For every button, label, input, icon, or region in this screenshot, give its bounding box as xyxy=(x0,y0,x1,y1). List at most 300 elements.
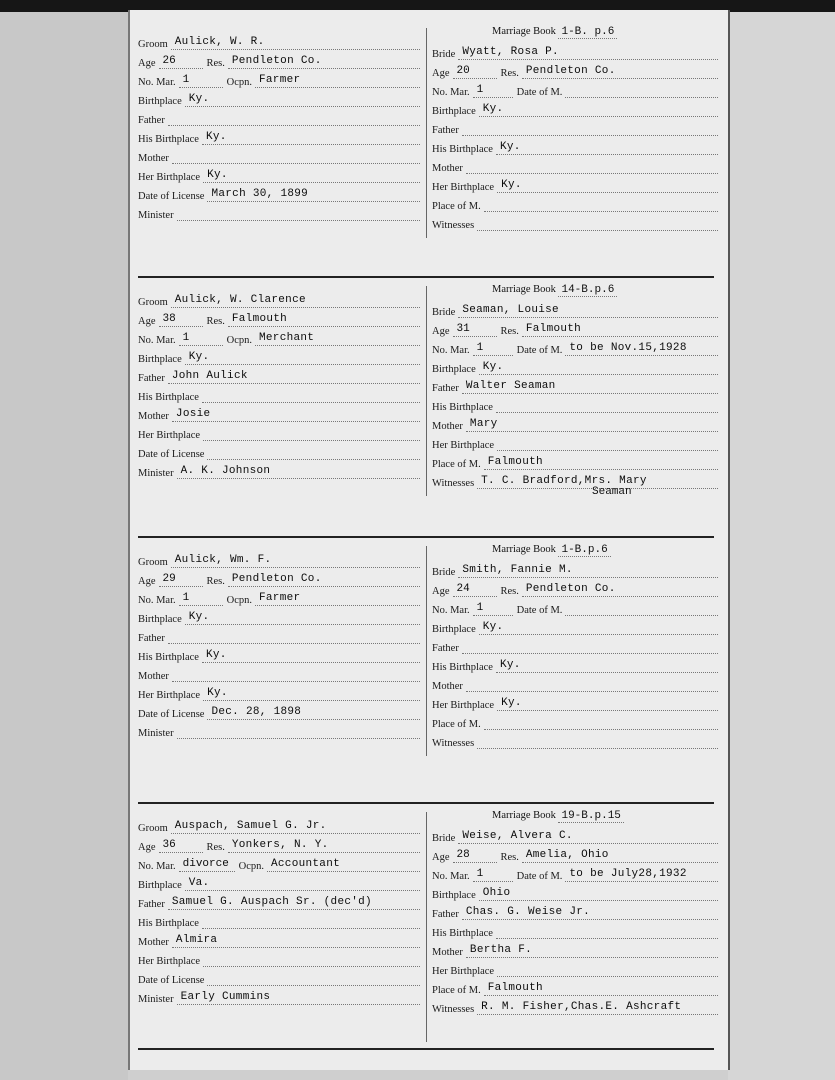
groom-age-row xyxy=(138,51,420,69)
groom-her-birthplace-label: Her Birthplace xyxy=(138,690,201,701)
groom-father-row xyxy=(138,892,420,910)
groom-minister-value xyxy=(177,220,420,221)
bride-name-value: Wyatt, Rosa P. xyxy=(458,46,718,60)
groom-father-value: John Aulick xyxy=(168,370,420,384)
record-separator xyxy=(138,802,714,804)
groom-date-of-license-row xyxy=(138,702,420,720)
marriage-record xyxy=(130,544,728,790)
bride-name-label: Bride xyxy=(432,833,456,844)
groom-her-birthplace-row xyxy=(138,165,420,183)
bride-mother-value: Mary xyxy=(466,418,718,432)
groom-birthplace-label: Birthplace xyxy=(138,614,182,625)
bride-witnesses-label: Witnesses xyxy=(432,1004,475,1015)
groom-birthplace-value: Ky. xyxy=(185,93,420,107)
bride-age-value: 20 xyxy=(453,65,497,79)
bride-place-of-m-value: Falmouth xyxy=(484,982,718,996)
bride-mother-value: Bertha F. xyxy=(466,944,718,958)
bride-her-birthplace-label: Her Birthplace xyxy=(432,440,495,451)
groom-mother-label: Mother xyxy=(138,411,169,422)
bride-mother-row xyxy=(432,156,718,174)
groom-birthplace-row xyxy=(138,873,420,891)
groom-no-mar-value: 1 xyxy=(179,592,223,606)
bride-name-value: Smith, Fannie M. xyxy=(458,564,718,578)
groom-age-label: Age xyxy=(138,842,156,853)
groom-no-mar-value-2: Merchant xyxy=(255,332,420,346)
groom-date-of-license-label: Date of License xyxy=(138,449,205,460)
bride-his-birthplace-value: Ky. xyxy=(496,659,718,673)
bride-place-of-m-value: Falmouth xyxy=(484,456,718,470)
bride-no-mar-row xyxy=(432,864,718,882)
bride-no-mar-row xyxy=(432,80,718,98)
groom-name-value: Auspach, Samuel G. Jr. xyxy=(171,820,420,834)
bride-his-birthplace-label: His Birthplace xyxy=(432,928,493,939)
groom-father-row xyxy=(138,626,420,644)
groom-his-birthplace-row xyxy=(138,385,420,403)
bride-birthplace-row xyxy=(432,617,718,635)
bride-witnesses-label: Witnesses xyxy=(432,738,475,749)
groom-date-of-license-label: Date of License xyxy=(138,975,205,986)
marriage-book-value: 1-B. p.6 xyxy=(558,26,617,39)
groom-father-label: Father xyxy=(138,373,165,384)
bride-his-birthplace-row xyxy=(432,921,718,939)
groom-father-label: Father xyxy=(138,899,165,910)
groom-age-label: Age xyxy=(138,576,156,587)
groom-minister-row xyxy=(138,721,420,739)
column-divider xyxy=(426,546,427,756)
bride-birthplace-label: Birthplace xyxy=(432,106,476,117)
bride-his-birthplace-label: His Birthplace xyxy=(432,144,493,155)
bride-birthplace-row xyxy=(432,883,718,901)
bride-age-row xyxy=(432,579,718,597)
groom-his-birthplace-value: Ky. xyxy=(202,131,420,145)
groom-father-row xyxy=(138,108,420,126)
groom-minister-label: Minister xyxy=(138,994,174,1005)
groom-no-mar-label-2: Ocpn. xyxy=(226,77,252,88)
bride-her-birthplace-value: Ky. xyxy=(497,697,718,711)
groom-age-value: 26 xyxy=(159,55,203,69)
bride-father-row xyxy=(432,902,718,920)
groom-birthplace-row xyxy=(138,89,420,107)
bride-birthplace-value: Ky. xyxy=(479,103,718,117)
bride-no-mar-label-2: Date of M. xyxy=(516,605,563,616)
groom-mother-row xyxy=(138,146,420,164)
groom-age-row xyxy=(138,569,420,587)
bride-birthplace-value: Ky. xyxy=(479,361,718,375)
bride-mother-row xyxy=(432,674,718,692)
bride-his-birthplace-value: Ky. xyxy=(496,141,718,155)
groom-age-row xyxy=(138,309,420,327)
bride-birthplace-label: Birthplace xyxy=(432,890,476,901)
bride-place-of-m-row xyxy=(432,712,718,730)
groom-her-birthplace-value xyxy=(203,440,420,441)
groom-age-value: 36 xyxy=(159,839,203,853)
bride-witnesses-label: Witnesses xyxy=(432,220,475,231)
bride-no-mar-value: 1 xyxy=(473,868,513,882)
marriage-book-label: Marriage Book xyxy=(492,284,556,295)
groom-birthplace-label: Birthplace xyxy=(138,96,182,107)
bride-age-label: Age xyxy=(432,852,450,863)
groom-father-value xyxy=(168,125,420,126)
bride-her-birthplace-value xyxy=(497,976,718,977)
bride-age-label: Age xyxy=(432,326,450,337)
column-divider xyxy=(426,28,427,238)
bride-her-birthplace-value: Ky. xyxy=(497,179,718,193)
groom-father-label: Father xyxy=(138,633,165,644)
groom-no-mar-label: No. Mar. xyxy=(138,77,176,88)
bride-name-label: Bride xyxy=(432,567,456,578)
groom-age-label: Age xyxy=(138,316,156,327)
bride-no-mar-label-2: Date of M. xyxy=(516,345,563,356)
groom-age-value-2: Yonkers, N. Y. xyxy=(228,839,420,853)
bride-no-mar-row xyxy=(432,598,718,616)
bride-age-label-2: Res. xyxy=(500,68,519,79)
bride-witnesses-value xyxy=(477,748,718,749)
bride-mother-row xyxy=(432,414,718,432)
marriage-book-ref xyxy=(492,284,617,296)
bride-birthplace-label: Birthplace xyxy=(432,624,476,635)
bride-her-birthplace-row xyxy=(432,693,718,711)
bride-witnesses-continued: Seaman xyxy=(592,486,632,498)
bride-age-value-2: Amelia, Ohio xyxy=(522,849,718,863)
bride-witnesses-value: R. M. Fisher,Chas.E. Ashcraft xyxy=(477,1001,718,1015)
groom-no-mar-value-2: Farmer xyxy=(255,74,420,88)
groom-no-mar-label: No. Mar. xyxy=(138,595,176,606)
groom-date-of-license-label: Date of License xyxy=(138,709,205,720)
groom-her-birthplace-row xyxy=(138,423,420,441)
groom-date-of-license-label: Date of License xyxy=(138,191,205,202)
bride-father-value: Chas. G. Weise Jr. xyxy=(462,906,718,920)
bride-his-birthplace-label: His Birthplace xyxy=(432,402,493,413)
groom-date-of-license-row xyxy=(138,968,420,986)
bride-father-row xyxy=(432,376,718,394)
groom-birthplace-row xyxy=(138,607,420,625)
groom-her-birthplace-value: Ky. xyxy=(203,169,420,183)
bride-her-birthplace-label: Her Birthplace xyxy=(432,700,495,711)
groom-no-mar-row xyxy=(138,70,420,88)
groom-no-mar-label-2: Ocpn. xyxy=(238,861,264,872)
scan-margin-right xyxy=(728,0,835,1080)
bride-no-mar-label-2: Date of M. xyxy=(516,87,563,98)
bride-witnesses-value xyxy=(477,230,718,231)
column-divider xyxy=(426,286,427,496)
groom-minister-label: Minister xyxy=(138,468,174,479)
groom-name-value: Aulick, W. R. xyxy=(171,36,420,50)
groom-date-of-license-value: March 30, 1899 xyxy=(207,188,420,202)
bride-age-value: 31 xyxy=(453,323,497,337)
bride-his-birthplace-row xyxy=(432,655,718,673)
bride-birthplace-value: Ohio xyxy=(479,887,718,901)
groom-her-birthplace-row xyxy=(138,683,420,701)
groom-minister-value xyxy=(177,738,420,739)
groom-his-birthplace-value xyxy=(202,402,420,403)
groom-her-birthplace-value: Ky. xyxy=(203,687,420,701)
groom-birthplace-value: Va. xyxy=(185,877,420,891)
groom-name-row xyxy=(138,32,420,50)
groom-minister-row xyxy=(138,987,420,1005)
record-page xyxy=(128,10,730,1070)
groom-name-row xyxy=(138,550,420,568)
groom-age-value-2: Pendleton Co. xyxy=(228,573,420,587)
groom-age-value-2: Pendleton Co. xyxy=(228,55,420,69)
groom-father-label: Father xyxy=(138,115,165,126)
groom-mother-value xyxy=(172,163,420,164)
bride-witnesses-row xyxy=(432,997,718,1015)
groom-no-mar-value: 1 xyxy=(179,74,223,88)
groom-name-value: Aulick, W. Clarence xyxy=(171,294,420,308)
groom-no-mar-row xyxy=(138,588,420,606)
bride-name-value: Weise, Alvera C. xyxy=(458,830,718,844)
bride-place-of-m-label: Place of M. xyxy=(432,985,481,996)
groom-no-mar-label-2: Ocpn. xyxy=(226,595,252,606)
groom-name-label: Groom xyxy=(138,297,168,308)
groom-mother-row xyxy=(138,404,420,422)
bride-father-value xyxy=(462,653,718,654)
groom-his-birthplace-row xyxy=(138,911,420,929)
groom-his-birthplace-label: His Birthplace xyxy=(138,918,199,929)
bride-his-birthplace-value xyxy=(496,938,718,939)
bride-mother-value xyxy=(466,173,718,174)
groom-his-birthplace-label: His Birthplace xyxy=(138,134,199,145)
bride-mother-label: Mother xyxy=(432,947,463,958)
groom-no-mar-label: No. Mar. xyxy=(138,861,176,872)
groom-minister-value: A. K. Johnson xyxy=(177,465,420,479)
groom-name-label: Groom xyxy=(138,39,168,50)
bride-age-label: Age xyxy=(432,68,450,79)
bride-his-birthplace-row xyxy=(432,395,718,413)
bride-her-birthplace-label: Her Birthplace xyxy=(432,966,495,977)
groom-mother-row xyxy=(138,664,420,682)
marriage-book-label: Marriage Book xyxy=(492,26,556,37)
bride-name-row xyxy=(432,560,718,578)
bride-her-birthplace-row xyxy=(432,433,718,451)
bride-no-mar-value: 1 xyxy=(473,84,513,98)
groom-name-row xyxy=(138,816,420,834)
marriage-book-value: 19-B.p.15 xyxy=(558,810,623,823)
bride-mother-label: Mother xyxy=(432,421,463,432)
bride-age-value-2: Pendleton Co. xyxy=(522,583,718,597)
bride-age-label: Age xyxy=(432,586,450,597)
marriage-book-label: Marriage Book xyxy=(492,544,556,555)
groom-his-birthplace-label: His Birthplace xyxy=(138,392,199,403)
bride-place-of-m-label: Place of M. xyxy=(432,201,481,212)
groom-his-birthplace-row xyxy=(138,127,420,145)
bride-father-row xyxy=(432,118,718,136)
groom-age-label-2: Res. xyxy=(206,316,225,327)
groom-date-of-license-row xyxy=(138,184,420,202)
bride-mother-label: Mother xyxy=(432,163,463,174)
groom-father-value xyxy=(168,643,420,644)
bride-witnesses-label: Witnesses xyxy=(432,478,475,489)
bride-no-mar-value-2 xyxy=(565,97,718,98)
groom-age-label-2: Res. xyxy=(206,58,225,69)
bride-place-of-m-value xyxy=(484,729,718,730)
groom-her-birthplace-label: Her Birthplace xyxy=(138,956,201,967)
bride-no-mar-value-2 xyxy=(565,615,718,616)
groom-minister-label: Minister xyxy=(138,210,174,221)
bride-birthplace-row xyxy=(432,357,718,375)
groom-age-value-2: Falmouth xyxy=(228,313,420,327)
groom-age-value: 29 xyxy=(159,573,203,587)
bride-witnesses-row xyxy=(432,471,718,489)
bride-her-birthplace-row xyxy=(432,175,718,193)
groom-name-row xyxy=(138,290,420,308)
groom-date-of-license-row xyxy=(138,442,420,460)
groom-minister-value: Early Cummins xyxy=(177,991,420,1005)
marriage-book-label: Marriage Book xyxy=(492,810,556,821)
groom-his-birthplace-value xyxy=(202,928,420,929)
groom-no-mar-value-2: Accountant xyxy=(267,858,420,872)
bride-birthplace-label: Birthplace xyxy=(432,364,476,375)
record-separator xyxy=(138,1048,714,1050)
groom-birthplace-value: Ky. xyxy=(185,611,420,625)
bride-his-birthplace-label: His Birthplace xyxy=(432,662,493,673)
bride-age-row xyxy=(432,319,718,337)
groom-no-mar-value: divorce xyxy=(179,858,235,872)
marriage-book-ref xyxy=(492,544,611,556)
bride-place-of-m-row xyxy=(432,452,718,470)
bride-age-label-2: Res. xyxy=(500,586,519,597)
groom-mother-label: Mother xyxy=(138,153,169,164)
bride-mother-label: Mother xyxy=(432,681,463,692)
bride-mother-row xyxy=(432,940,718,958)
groom-minister-label: Minister xyxy=(138,728,174,739)
groom-minister-row xyxy=(138,203,420,221)
groom-mother-value xyxy=(172,681,420,682)
bride-place-of-m-label: Place of M. xyxy=(432,719,481,730)
bride-no-mar-label-2: Date of M. xyxy=(516,871,563,882)
marriage-book-ref xyxy=(492,26,617,38)
bride-father-value xyxy=(462,135,718,136)
groom-birthplace-label: Birthplace xyxy=(138,354,182,365)
bride-age-label-2: Res. xyxy=(500,852,519,863)
bride-place-of-m-label: Place of M. xyxy=(432,459,481,470)
bride-no-mar-label: No. Mar. xyxy=(432,871,470,882)
marriage-record xyxy=(130,26,728,272)
bride-his-birthplace-row xyxy=(432,137,718,155)
bride-witnesses-row xyxy=(432,731,718,749)
bride-no-mar-value: 1 xyxy=(473,602,513,616)
bride-name-row xyxy=(432,42,718,60)
groom-birthplace-value: Ky. xyxy=(185,351,420,365)
bride-father-label: Father xyxy=(432,909,459,920)
bride-name-value: Seaman, Louise xyxy=(458,304,718,318)
record-separator xyxy=(138,276,714,278)
bride-name-label: Bride xyxy=(432,49,456,60)
groom-mother-row xyxy=(138,930,420,948)
groom-her-birthplace-value xyxy=(203,966,420,967)
groom-her-birthplace-label: Her Birthplace xyxy=(138,172,201,183)
bride-witnesses-value: T. C. Bradford,Mrs. Mary xyxy=(477,475,718,489)
groom-age-value: 38 xyxy=(159,313,203,327)
bride-witnesses-row xyxy=(432,213,718,231)
groom-her-birthplace-row xyxy=(138,949,420,967)
groom-mother-value: Almira xyxy=(172,934,420,948)
groom-mother-label: Mother xyxy=(138,671,169,682)
bride-father-label: Father xyxy=(432,643,459,654)
groom-minister-row xyxy=(138,461,420,479)
groom-no-mar-value: 1 xyxy=(179,332,223,346)
groom-his-birthplace-row xyxy=(138,645,420,663)
groom-name-label: Groom xyxy=(138,557,168,568)
bride-age-label-2: Res. xyxy=(500,326,519,337)
groom-no-mar-value-2: Farmer xyxy=(255,592,420,606)
bride-no-mar-value-2: to be July28,1932 xyxy=(565,868,718,882)
marriage-book-ref xyxy=(492,810,624,822)
groom-date-of-license-value xyxy=(207,985,420,986)
groom-no-mar-row xyxy=(138,854,420,872)
bride-birthplace-value: Ky. xyxy=(479,621,718,635)
bride-her-birthplace-label: Her Birthplace xyxy=(432,182,495,193)
bride-no-mar-label: No. Mar. xyxy=(432,605,470,616)
bride-place-of-m-row xyxy=(432,978,718,996)
bride-age-value-2: Falmouth xyxy=(522,323,718,337)
bride-no-mar-row xyxy=(432,338,718,356)
bride-father-label: Father xyxy=(432,125,459,136)
bride-place-of-m-row xyxy=(432,194,718,212)
marriage-book-value: 1-B.p.6 xyxy=(558,544,610,557)
groom-his-birthplace-value: Ky. xyxy=(202,649,420,663)
record-separator xyxy=(138,536,714,538)
groom-no-mar-label-2: Ocpn. xyxy=(226,335,252,346)
groom-name-value: Aulick, Wm. F. xyxy=(171,554,420,568)
groom-mother-value: Josie xyxy=(172,408,420,422)
groom-date-of-license-value: Dec. 28, 1898 xyxy=(207,706,420,720)
bride-age-value: 28 xyxy=(453,849,497,863)
bride-name-row xyxy=(432,300,718,318)
bride-age-row xyxy=(432,845,718,863)
bride-father-row xyxy=(432,636,718,654)
bride-no-mar-label: No. Mar. xyxy=(432,87,470,98)
groom-birthplace-row xyxy=(138,347,420,365)
groom-no-mar-label: No. Mar. xyxy=(138,335,176,346)
bride-name-label: Bride xyxy=(432,307,456,318)
bride-his-birthplace-value xyxy=(496,412,718,413)
groom-date-of-license-value xyxy=(207,459,420,460)
groom-age-label-2: Res. xyxy=(206,576,225,587)
bride-no-mar-value-2: to be Nov.15,1928 xyxy=(565,342,718,356)
groom-father-row xyxy=(138,366,420,384)
marriage-record xyxy=(130,810,728,1056)
bride-her-birthplace-value xyxy=(497,450,718,451)
groom-age-label: Age xyxy=(138,58,156,69)
bride-her-birthplace-row xyxy=(432,959,718,977)
groom-her-birthplace-label: Her Birthplace xyxy=(138,430,201,441)
bride-place-of-m-value xyxy=(484,211,718,212)
bride-birthplace-row xyxy=(432,99,718,117)
bride-name-row xyxy=(432,826,718,844)
bride-no-mar-label: No. Mar. xyxy=(432,345,470,356)
bride-age-value-2: Pendleton Co. xyxy=(522,65,718,79)
groom-mother-label: Mother xyxy=(138,937,169,948)
marriage-record xyxy=(130,284,728,530)
bride-age-row xyxy=(432,61,718,79)
groom-no-mar-row xyxy=(138,328,420,346)
bride-father-value: Walter Seaman xyxy=(462,380,718,394)
column-divider xyxy=(426,812,427,1042)
bride-no-mar-value: 1 xyxy=(473,342,513,356)
bride-father-label: Father xyxy=(432,383,459,394)
marriage-book-value: 14-B.p.6 xyxy=(558,284,617,297)
groom-age-label-2: Res. xyxy=(206,842,225,853)
bride-age-value: 24 xyxy=(453,583,497,597)
groom-father-value: Samuel G. Auspach Sr. (dec'd) xyxy=(168,896,420,910)
groom-name-label: Groom xyxy=(138,823,168,834)
bride-mother-value xyxy=(466,691,718,692)
groom-age-row xyxy=(138,835,420,853)
groom-birthplace-label: Birthplace xyxy=(138,880,182,891)
scan-margin-left xyxy=(0,0,128,1080)
groom-his-birthplace-label: His Birthplace xyxy=(138,652,199,663)
